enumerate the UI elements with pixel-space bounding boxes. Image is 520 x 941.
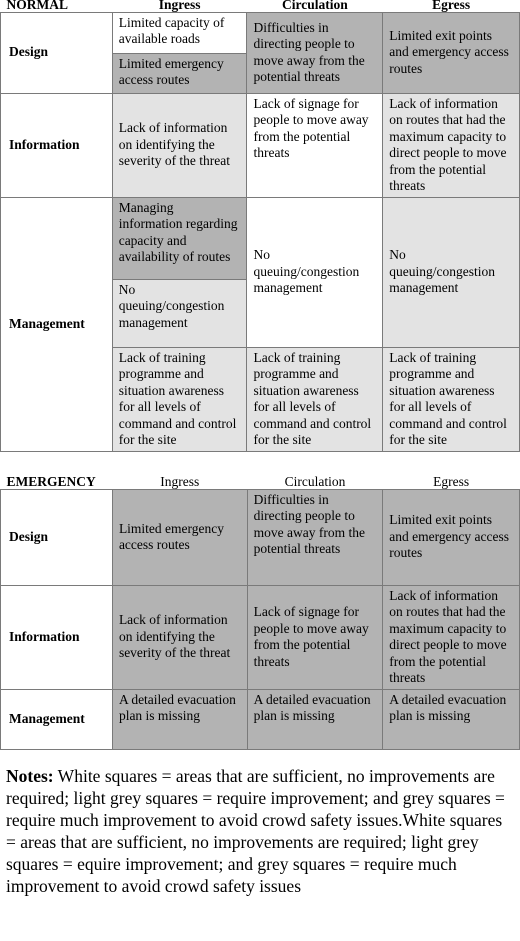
normal-row-design: Design (1, 12, 113, 93)
normal-design-ingress-a: Limited capacity of available roads (112, 12, 247, 53)
emergency-management-circulation: A detailed evacuation plan is missing (247, 689, 383, 749)
normal-col-egress: Egress (432, 0, 471, 12)
normal-management-circulation-c: Lack of training programme and situation awareness for all levels of command and control for the site (247, 347, 383, 451)
normal-design-egress: Limited exit points and emergency access routes (383, 12, 520, 93)
emergency-row-information: Information (1, 585, 113, 689)
emergency-management-egress: A detailed evacuation plan is missing (383, 689, 520, 749)
emergency-information-ingress: Lack of information on identifying the severity of the threat (112, 585, 247, 689)
normal-title: NORMAL (6, 0, 68, 12)
notes (6, 765, 516, 897)
normal-management-ingress-a: Managing information regarding capacity and availability of routes (112, 197, 247, 279)
normal-header-row (1, 0, 520, 12)
emergency-design-egress: Limited exit points and emergency access routes (383, 489, 520, 585)
normal-row-information: Information (1, 93, 113, 197)
normal-information-egress: Lack of information on routes that had the maximum capacity to direct people to move from the potential threats (383, 93, 520, 197)
normal-table (0, 0, 520, 452)
emergency-header-row (1, 471, 520, 489)
emergency-row-design: Design (1, 489, 113, 585)
normal-management-egress-a: No queuing/congestion management (383, 197, 520, 347)
normal-information-circulation: Lack of signage for people to move away from the potential threats (247, 93, 383, 197)
normal-management-circulation-a: No queuing/congestion management (247, 197, 383, 347)
normal-design-circulation: Difficulties in directing people to move away from the potential threats (247, 12, 383, 93)
emergency-col-circulation: Circulation (284, 473, 346, 489)
normal-design-ingress-b: Limited emergency access routes (112, 53, 247, 93)
emergency-information-egress: Lack of information on routes that had the maximum capacity to direct people to move from the potential threats (383, 585, 520, 689)
emergency-design-ingress: Limited emergency access routes (112, 489, 247, 585)
normal-management-ingress-c: Lack of training programme and situation awareness for all levels of command and control for the site (112, 347, 247, 451)
emergency-col-ingress: Ingress (160, 473, 200, 489)
notes-label: Notes: (6, 766, 54, 786)
normal-management-egress-c: Lack of training programme and situation awareness for all levels of command and control for the site (383, 347, 520, 451)
emergency-title: EMERGENCY (6, 473, 96, 489)
normal-col-ingress: Ingress (158, 0, 201, 12)
emergency-col-egress: Egress (433, 473, 470, 489)
normal-information-ingress: Lack of information on identifying the severity of the threat (112, 93, 247, 197)
emergency-design-circulation: Difficulties in directing people to move away from the potential threats (247, 489, 383, 585)
normal-management-ingress-b: No queuing/congestion management (112, 279, 247, 347)
normal-row-management: Management (1, 197, 113, 451)
emergency-information-circulation: Lack of signage for people to move away from the potential threats (247, 585, 383, 689)
emergency-row-management: Management (1, 689, 113, 749)
emergency-management-ingress: A detailed evacuation plan is missing (112, 689, 247, 749)
normal-col-circulation: Circulation (281, 0, 348, 12)
notes-text: White squares = areas that are sufficient, no improvements are required; light grey squares = require improvement; and grey squares = require much improvement to avoid crowd safety issues.White squares = areas that are sufficient, no improvements are required; light grey squares = equire improvement; and grey squares = require much improvement to avoid crowd safety issues (6, 766, 505, 896)
emergency-table (0, 471, 520, 750)
